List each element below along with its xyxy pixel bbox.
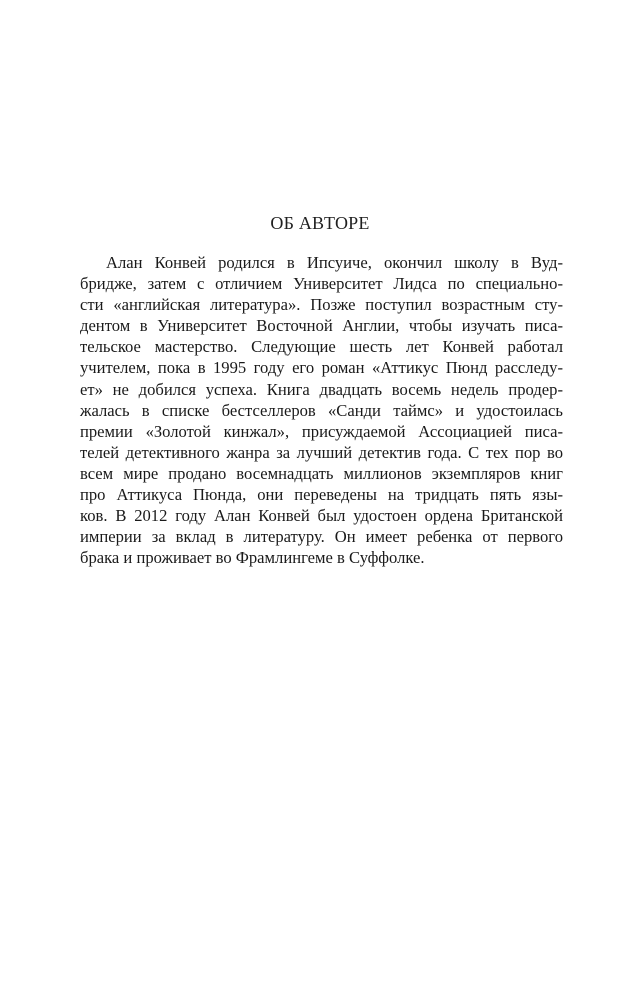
paragraph-line: дентом в Университет Восточной Англии, чтобы изучать писа- (80, 316, 563, 336)
section-heading: ОБ АВТОРЕ (270, 213, 370, 233)
paragraph-line: ков. В 2012 году Алан Конвей был удостоен ордена Британской (80, 506, 563, 526)
paragraph-line: сти «английская литература». Позже поступил возрастным сту- (80, 295, 563, 315)
paragraph-line: учителем, пока в 1995 году его роман «Аттикус Пюнд расследу- (80, 358, 563, 378)
paragraph-line: бридже, затем с отличием Университет Лидса по специально- (80, 274, 563, 294)
paragraph-line: Алан Конвей родился в Ипсуиче, окончил школу в Вуд- (106, 253, 563, 272)
paragraph-line: про Аттикуса Пюнда, они переведены на тридцать пять язы- (80, 485, 563, 505)
paragraph-line: брака и проживает во Фрамлингеме в Суффолке. (80, 548, 425, 568)
paragraph-line: премии «Золотой кинжал», присуждаемой Ассоциацией писа- (80, 421, 563, 441)
paragraph-line: всем мире продано восемнадцать миллионов экземпляров книг (80, 463, 563, 483)
paragraph-line: ет» не добился успеха. Книга двадцать восемь недель продер- (80, 379, 563, 399)
about-author-paragraph (80, 252, 563, 568)
paragraph-line: телей детективного жанра за лучший детектив года. С тех пор во (80, 442, 563, 462)
paragraph-line: тельское мастерство. Следующие шесть лет Конвей работал (80, 337, 563, 357)
paragraph-line: жалась в списке бестселлеров «Санди таймс» и удостоилась (80, 400, 563, 420)
paragraph-line: империи за вклад в литературу. Он имеет ребенка от первого (80, 527, 563, 547)
